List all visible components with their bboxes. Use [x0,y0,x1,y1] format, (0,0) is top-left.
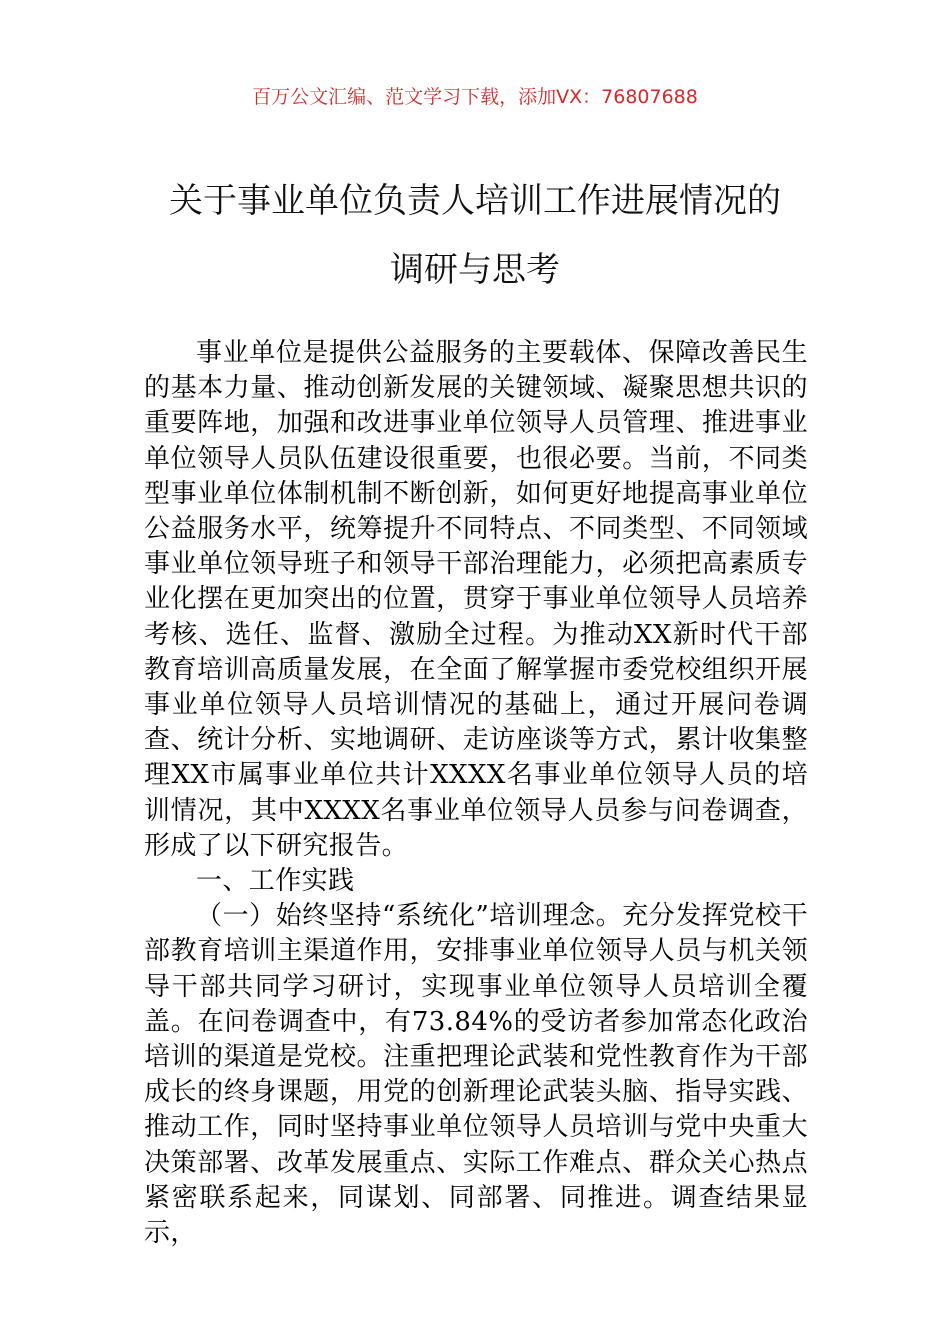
section-heading-1: 一、工作实践 [196,866,355,897]
document-title-line-2: 调研与思考 [390,250,560,290]
paragraph-section-1-1: （一）始终坚持“系统化”培训理念。充分发挥党校干部教育培训主渠道作用，安排事业单位领导人员与机关领导干部共同学习研讨，实现事业单位领导人员培训全覆盖。在问卷调查中，有73.84%的受访者参加常态化政治培训的渠道是党校。注重把理论武装和党性教育作为干部成长的终身课题，用党的创新理论武装头脑、指导实践、推动工作，同时坚持事业单位领导人员培训与党中央重大决策部署、改革发展重点、实际工作难点、群众关心热点紧密联系起来，同谋划、同部署、同推进。调查结果显示， [144,901,808,1249]
paragraph-intro: 事业单位是提供公益服务的主要载体、保障改善民生的基本力量、推动创新发展的关键领域、凝聚思想共识的重要阵地，加强和改进事业单位领导人员管理、推进事业单位领导人员队伍建设很重要，也很必要。当前，不同类型事业单位体制机制不断创新，如何更好地提高事业单位公益服务水平，统筹提升不同特点、不同类型、不同领域事业单位领导班子和领导干部治理能力，必须把高素质专业化摆在更加突出的位置，贯穿于事业单位领导人员培养考核、选任、监督、激励全过程。为推动XX新时代干部教育培训高质量发展，在全面了解掌握市委党校组织开展事业单位领导人员培训情况的基础上，通过开展问卷调查、统计分析、实地调研、走访座谈等方式，累计收集整理XX市属事业单位共计XXXX名事业单位领导人员的培训情况，其中XXXX名事业单位领导人员参与问卷调查，形成了以下研究报告。 [144,338,808,861]
watermark-header: 百万公文汇编、范文学习下载，添加VX：76807688 [252,86,698,108]
document-title-line-1: 关于事业单位负责人培训工作进展情况的 [169,181,781,221]
document-body [144,336,808,1251]
